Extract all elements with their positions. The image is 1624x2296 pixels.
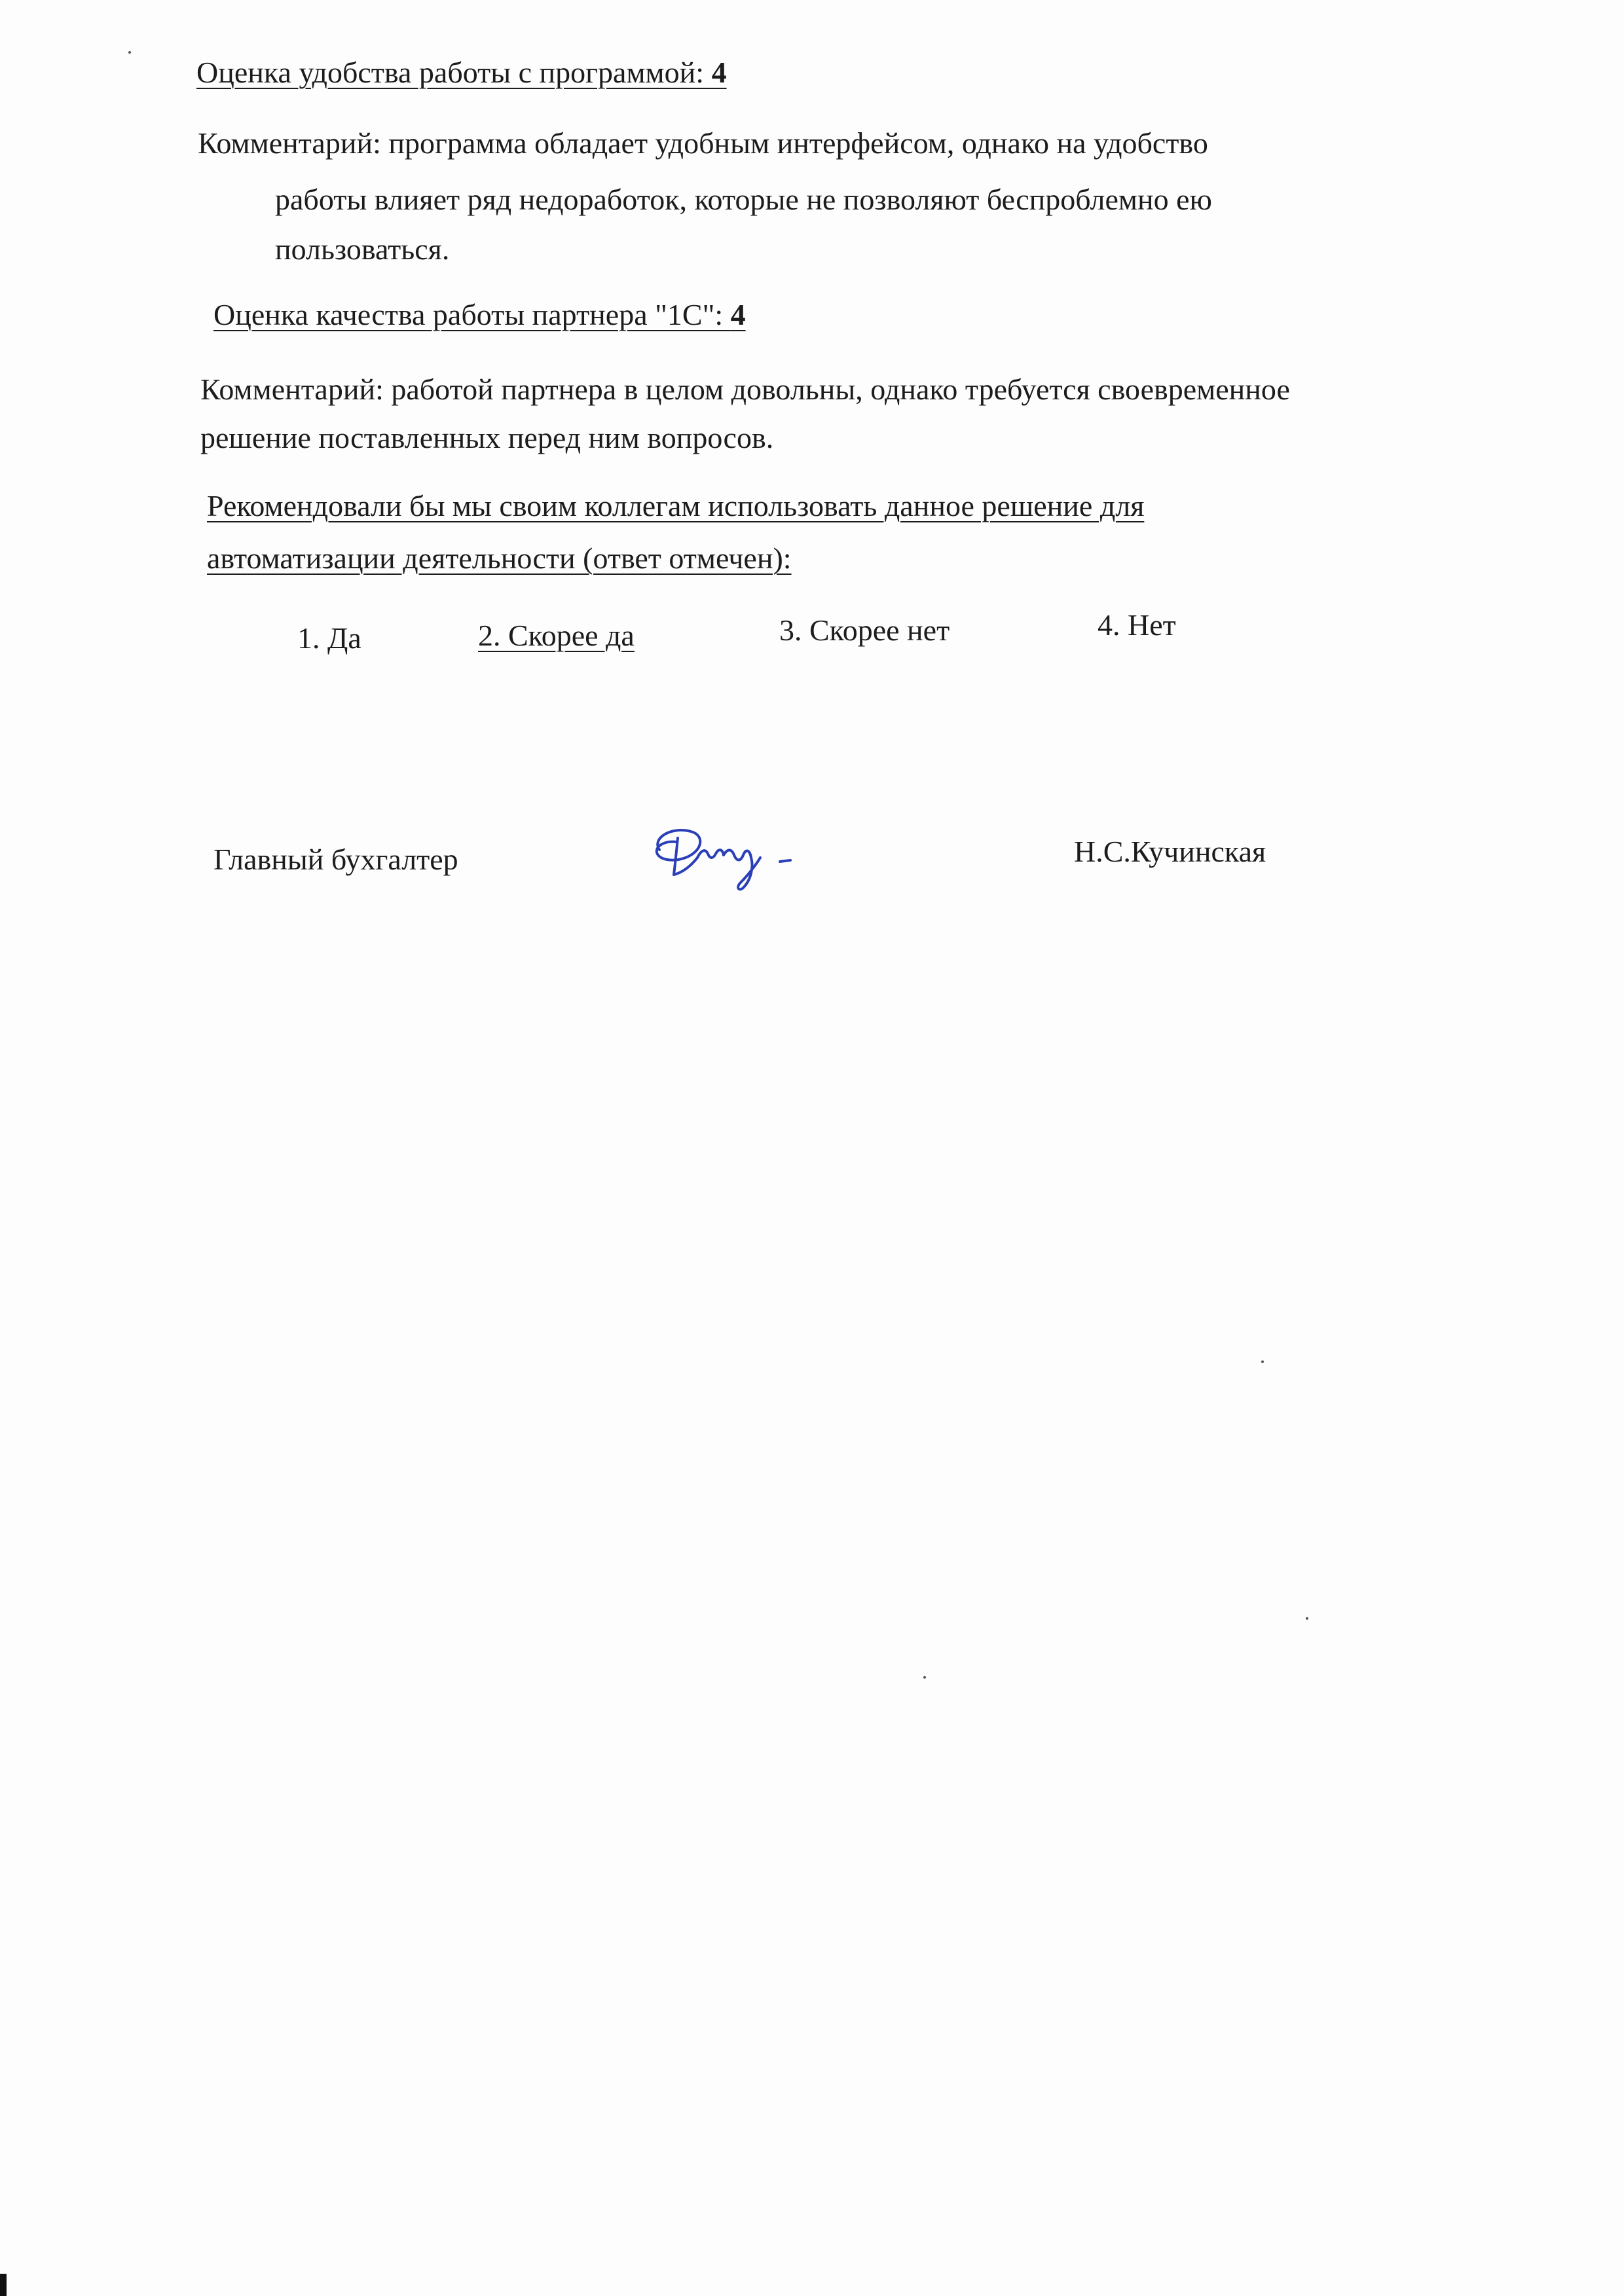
usability-comment-line3: пользоваться. xyxy=(275,232,450,266)
usability-comment-line2: работы влияет ряд недоработок, которые не позволяют беспроблемно ею xyxy=(275,183,1212,216)
recommendation-question-line1: Рекомендовали бы мы своим коллегам использовать данное решение для xyxy=(207,489,1145,522)
option-rather-yes: 2. Скорее да xyxy=(478,619,635,652)
partner-comment-line2: решение поставленных перед ним вопросов. xyxy=(200,421,774,454)
scan-speck xyxy=(128,51,131,54)
usability-score: 4 xyxy=(711,56,727,89)
partner-heading xyxy=(213,300,746,330)
partner-score: 4 xyxy=(730,298,746,331)
scan-speck xyxy=(923,1676,926,1679)
usability-label: Оценка удобства работы с программой: xyxy=(196,56,712,89)
scan-speck xyxy=(1261,1360,1264,1363)
usability-comment-line1: Комментарий: программа обладает удобным интерфейсом, однако на удобство xyxy=(198,126,1208,160)
signatory-name: Н.С.Кучинская xyxy=(1074,835,1266,868)
signatory-position: Главный бухгалтер xyxy=(213,843,458,876)
scan-speck xyxy=(1306,1617,1308,1620)
partner-comment-line1: Комментарий: работой партнера в целом довольны, однако требуется своевременное xyxy=(200,373,1290,406)
partner-label: Оценка качества работы партнера "1С": xyxy=(213,298,731,331)
usability-heading xyxy=(196,58,727,88)
handwritten-signature xyxy=(645,812,815,897)
recommendation-question-line2: автоматизации деятельности (ответ отмечен): xyxy=(207,541,792,575)
scan-edge-mark xyxy=(0,2274,7,2296)
option-yes: 1. Да xyxy=(297,621,361,655)
option-no: 4. Нет xyxy=(1098,608,1176,642)
option-rather-no: 3. Скорее нет xyxy=(779,613,950,647)
